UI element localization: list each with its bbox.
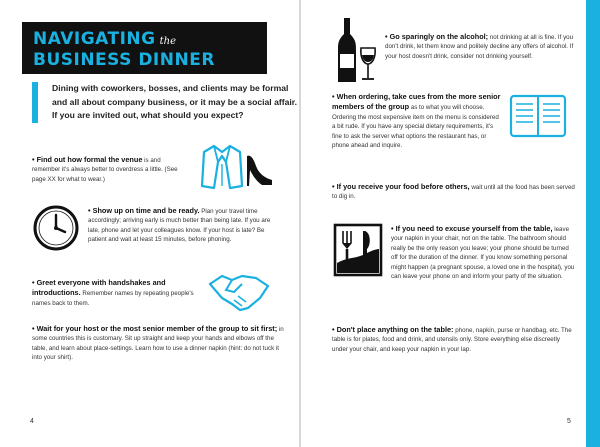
page-number-left: 4 bbox=[30, 418, 34, 425]
list-item: • Don't place anything on the table: phone, napkin, purse or handbag, etc. The table is for plates, food and drink, and utensils only. Store everything else discreetly under your chair, and keep your napkin in your lap. bbox=[332, 325, 572, 353]
list-item: • If you receive your food before others, wait until all the food has been served to dig in. bbox=[332, 182, 575, 201]
item-body: leave your napkin in your chair, not on the table. The bathroom should really be the only reason you leave; your phone should be turned off for the duration of the dinner. If you know something personal might happen (a pregnant spouse, a loved one in the hospital), you can leave your phone on and inform your party of the situation. bbox=[391, 226, 575, 281]
item-body: in some countries this is customary. Sit up straight and keep your hands and elbows off the table, and learn about place-settings. Learn how to use a dinner napkin (hint: do not tuck it into your shirt). bbox=[32, 326, 284, 362]
clock-icon bbox=[33, 205, 79, 251]
item-body: as to what you will choose. Ordering the most expensive item on the menu is considered a bit rude. If you have any special dietary requirements, it's fine to ask the server what options the restaurant has, or phone ahead and inquire. bbox=[332, 104, 499, 150]
left-page bbox=[0, 0, 299, 447]
handshake-icon bbox=[208, 270, 270, 314]
list-item: • Greet everyone with handshakes and introductions. Remember names by repeating people's names back to them. bbox=[32, 278, 194, 307]
list-item: • Show up on time and be ready. Plan your travel time accordingly; arriving early is much better than being late. If you are late, phone and let your colleagues know. If your host is late? Be patient and wait at least 15 minutes, before phoning. bbox=[88, 206, 271, 244]
title-line-2: BUSINESS DINNER bbox=[33, 50, 215, 70]
item-heading: Don't place anything on the table: bbox=[336, 325, 454, 334]
right-page bbox=[301, 0, 600, 447]
item-heading: If you receive your food before others, bbox=[336, 182, 470, 191]
item-heading: Go sparingly on the alcohol; bbox=[389, 32, 489, 41]
wine-glass-icon bbox=[359, 46, 377, 82]
accent-edge-bar bbox=[586, 0, 600, 447]
list-item: • Go sparingly on the alcohol; not drinking at all is fine. If you don't drink, let them know and politely decline any offers of alcohol. If your host doesn't drink, consider not drinking yourself. bbox=[385, 32, 574, 60]
suit-jacket-icon bbox=[200, 142, 244, 190]
item-body: is and remember it's always better to overdress a little. (See page XX for what to wear.) bbox=[32, 157, 178, 183]
title-the: the bbox=[159, 36, 176, 47]
item-body: wait until all the food has been served to dig in. bbox=[332, 184, 575, 201]
intro-paragraph: Dining with coworkers, bosses, and clients may be formal and all about company business, or it may be a social affair. If you are invited out, what should you expect? bbox=[32, 82, 302, 123]
item-body: Plan your travel time accordingly; arriving early is much better than being late. If you are late, phone and let your colleagues know. If your host is late? Be patient and wait at least 15 minutes, before phoning. bbox=[88, 208, 271, 244]
list-item: • If you need to excuse yourself from the table, leave your napkin in your chair, not on the table. The bathroom should really be the only reason you leave; your phone should be turned off for the duration of the dinner. If you know something personal might happen (a pregnant spouse, a loved one in the hospital), you can leave your phone on and inform your party of the situation. bbox=[391, 224, 575, 281]
menu-icon bbox=[509, 94, 567, 138]
item-body: phone, napkin, purse or handbag, etc. The table is for plates, food and drink, and utensils only. Store everything else discreetly under your chair, and keep your napkin in your lap. bbox=[332, 327, 572, 353]
list-item: • When ordering, take cues from the more senior members of the group as to what you will choose. Ordering the most expensive item on the menu is considered a bit rude. If you have any special dietary requirements, it's fine to ask the server what options the restaurant has, or phone ahead and inquire. bbox=[332, 92, 501, 150]
item-body: Remember names by repeating people's names back to them. bbox=[32, 290, 194, 307]
item-heading: If you need to excuse yourself from the table, bbox=[395, 224, 553, 233]
title-line-1: NAVIGATING the bbox=[33, 29, 176, 49]
list-item: • Find out how formal the venue is and remember it's always better to overdress a little. (See page XX for what to wear.) bbox=[32, 155, 178, 183]
item-heading: When ordering, take cues from the more senior members of the group bbox=[332, 92, 501, 112]
page-number-right: 5 bbox=[567, 418, 571, 425]
item-heading: Show up on time and be ready. bbox=[92, 206, 200, 215]
item-heading: Wait for your host or the most senior member of the group to sit first; bbox=[36, 324, 278, 333]
high-heel-icon bbox=[245, 152, 275, 188]
list-item: • Wait for your host or the most senior member of the group to sit first; in some countries this is customary. Sit up straight and keep your hands and elbows off the table, and learn about place-settings. Learn how to use a dinner napkin (hint: do not tuck it into your shirt). bbox=[32, 324, 284, 362]
item-body: not drinking at all is fine. If you don't drink, let them know and politely decline any offers of alcohol. If your host doesn't drink, consider not drinking yourself. bbox=[385, 34, 574, 60]
item-heading: Greet everyone with handshakes and introductions. bbox=[32, 278, 166, 298]
title-block bbox=[22, 22, 267, 74]
item-heading: Find out how formal the venue bbox=[36, 155, 143, 164]
wine-bottle-icon bbox=[336, 16, 358, 84]
fork-knife-icon bbox=[333, 223, 383, 277]
